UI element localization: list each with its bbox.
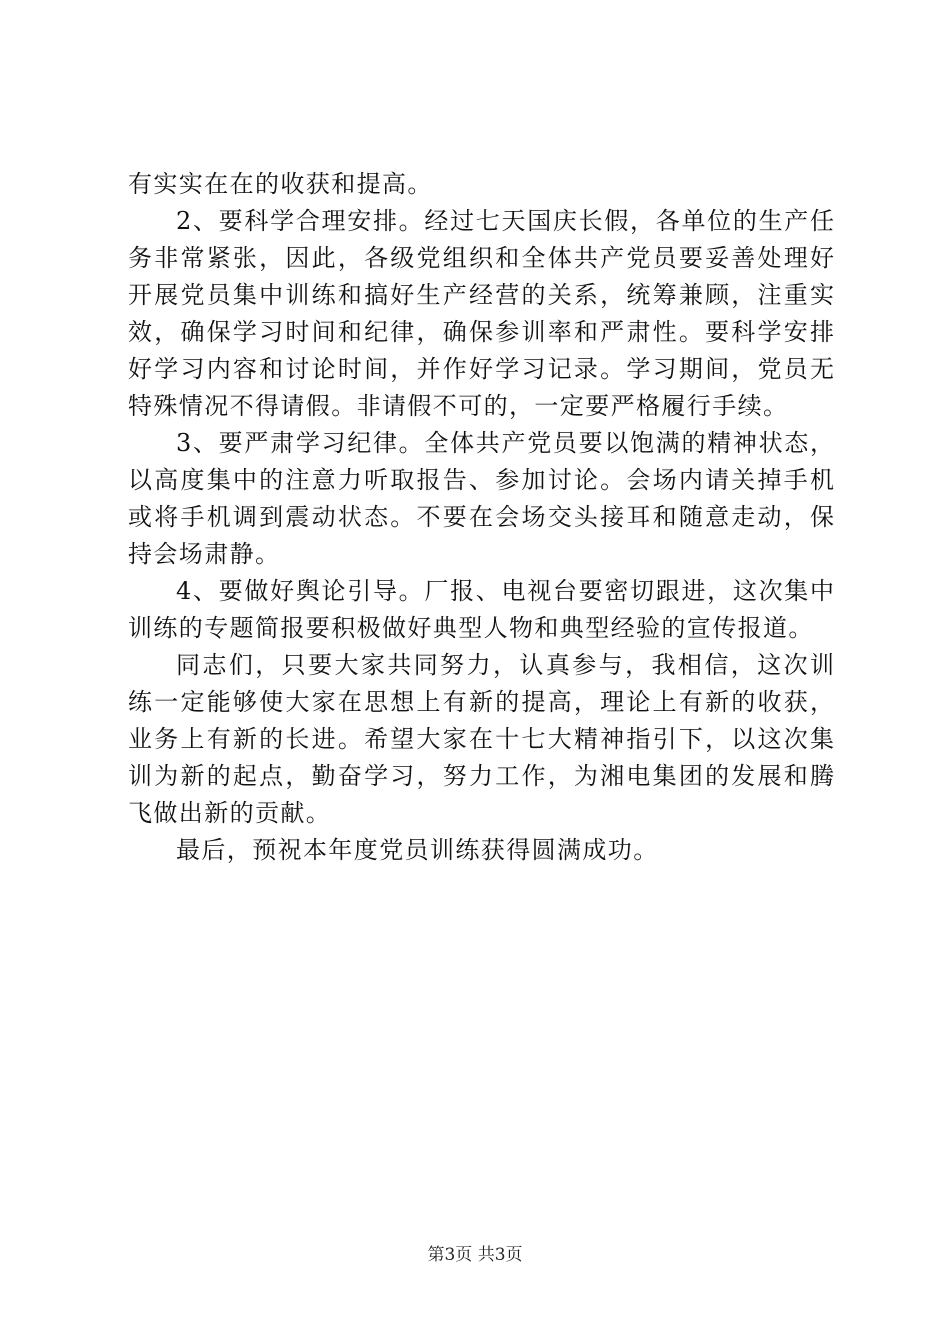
page-number-footer: 第3页 共3页 <box>427 1245 523 1265</box>
document-body <box>128 166 834 869</box>
text-line: 特殊情况不得请假。非请假不可的，一定要严格履行手续。 <box>128 392 789 420</box>
text-line: 以高度集中的注意力听取报告、参加讨论。会场内请关掉手机 <box>128 466 834 494</box>
text-line: 务非常紧张，因此，各级党组织和全体共产党员要妥善处理好 <box>128 244 834 272</box>
text-line: 最后，预祝本年度党员训练获得圆满成功。 <box>176 836 659 864</box>
text-line: 或将手机调到震动状态。不要在会场交头接耳和随意走动，保 <box>128 503 834 531</box>
text-line: 飞做出新的贡献。 <box>128 799 332 827</box>
text-line: 练一定能够使大家在思想上有新的提高，理论上有新的收获， <box>128 688 834 716</box>
text-line: 训练的专题简报要积极做好典型人物和典型经验的宣传报道。 <box>128 614 814 642</box>
text-line: 效，确保学习时间和纪律，确保参训率和严肃性。要科学安排 <box>128 318 834 346</box>
text-line: 好学习内容和讨论时间，并作好学习记录。学习期间，党员无 <box>128 355 834 383</box>
text-line: 业务上有新的长进。希望大家在十七大精神指引下，以这次集 <box>128 725 834 753</box>
text-line: 2、要科学合理安排。经过七天国庆长假，各单位的生产任 <box>176 207 834 235</box>
text-line: 开展党员集中训练和搞好生产经营的关系，统筹兼顾，注重实 <box>128 281 834 309</box>
text-line: 同志们，只要大家共同努力，认真参与，我相信，这次训 <box>176 651 834 679</box>
text-line: 4、要做好舆论引导。厂报、电视台要密切跟进，这次集中 <box>176 577 834 605</box>
text-line: 3、要严肃学习纪律。全体共产党员要以饱满的精神状态， <box>176 429 834 457</box>
text-line: 持会场肃静。 <box>128 540 281 568</box>
text-line: 训为新的起点，勤奋学习，努力工作，为湘电集团的发展和腾 <box>128 762 834 790</box>
text-line: 有实实在在的收获和提高。 <box>128 170 433 198</box>
